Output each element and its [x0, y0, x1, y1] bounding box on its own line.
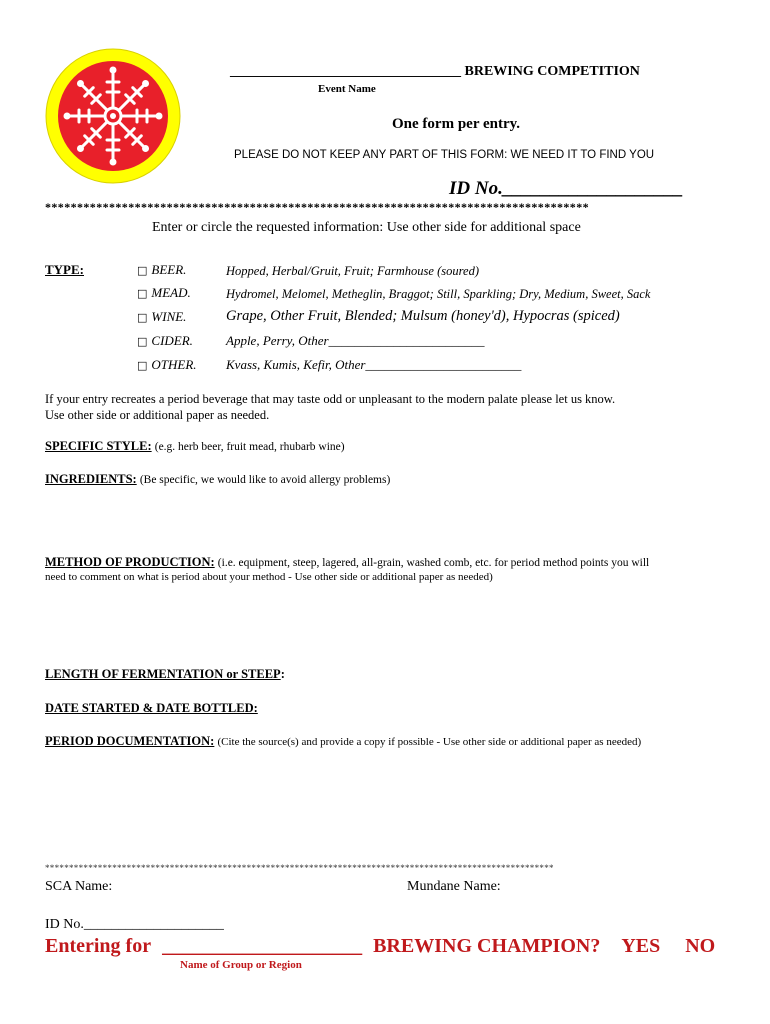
date-field[interactable] [45, 701, 258, 716]
ingredients-label: INGREDIENTS: [45, 472, 137, 486]
method-hint-line2: need to comment on what is period about your method - Use other side or additional paper as needed) [45, 571, 493, 583]
competition-title: _________________________________ BREWING COMPETITION [230, 64, 640, 79]
specific-style-label: SPECIFIC STYLE: [45, 439, 152, 453]
checkbox-icon[interactable]: □ [137, 287, 148, 300]
brewing-champion-label: BREWING CHAMPION? [373, 935, 601, 957]
period-note-line2: Use other side or additional paper as needed. [45, 408, 270, 422]
yes-option[interactable]: YES [621, 935, 661, 957]
length-field[interactable] [45, 667, 285, 682]
footer-separator: ********************************************************************************************************** [45, 863, 554, 873]
period-doc-hint: (Cite the source(s) and provide a copy if possible - Use other side or additional paper as needed) [217, 736, 642, 748]
ingredients-hint: (Be specific, we would like to avoid allergy problems) [139, 474, 391, 486]
type-option-mead[interactable] [137, 285, 191, 301]
method-hint: (i.e. equipment, steep, lagered, all-grain, washed comb, etc. for period method points you will [217, 557, 650, 569]
checkbox-icon[interactable]: □ [137, 335, 148, 348]
type-option-desc: Apple, Perry, Other________________________ [226, 333, 485, 348]
separator-line: ************************************************************************************* [45, 200, 589, 214]
method-label: METHOD OF PRODUCTION: [45, 555, 215, 569]
type-option-wine[interactable] [137, 309, 186, 325]
type-option-desc: Hydromel, Melomel, Metheglin, Braggot; Still, Sparkling; Dry, Medium, Sweet, Sack [226, 287, 651, 301]
type-option-name: MEAD. [151, 285, 191, 300]
date-label: DATE STARTED & DATE BOTTLED: [45, 701, 258, 715]
type-option-name: WINE. [151, 309, 187, 324]
ingredients-field[interactable] [45, 472, 390, 487]
period-documentation-field[interactable] [45, 734, 641, 749]
sca-name-field[interactable]: SCA Name: [45, 879, 113, 894]
footer-id-number-field[interactable]: ID No.____________________ [45, 917, 224, 932]
period-note-line1: If your entry recreates a period beverage that may taste odd or unpleasant to the modern palate please let us know. [45, 392, 616, 406]
length-colon: : [280, 667, 285, 681]
entering-for-label: Entering for [45, 935, 152, 957]
type-option-name: BEER. [151, 262, 187, 277]
instructions: Enter or circle the requested information: Use other side for additional space [152, 220, 581, 235]
type-option-beer[interactable] [137, 262, 186, 278]
type-label: TYPE: [45, 262, 84, 277]
type-option-desc: Hopped, Herbal/Gruit, Fruit; Farmhouse (soured) [226, 264, 479, 278]
length-label: LENGTH OF FERMENTATION or STEEP [45, 667, 281, 681]
type-option-other[interactable] [137, 357, 197, 373]
method-field[interactable] [45, 555, 649, 570]
type-option-name: CIDER. [151, 333, 193, 348]
checkbox-icon[interactable]: □ [137, 359, 148, 372]
one-form-notice: One form per entry. [392, 116, 521, 132]
type-option-cider[interactable] [137, 333, 193, 349]
type-option-name: OTHER. [151, 357, 197, 372]
checkbox-icon[interactable]: □ [137, 311, 148, 324]
type-option-desc: Kvass, Kumis, Kefir, Other________________________ [226, 357, 522, 372]
competition-logo-icon [45, 48, 181, 184]
event-name-label: Event Name [318, 83, 376, 95]
mundane-name-field[interactable]: Mundane Name: [407, 879, 501, 894]
id-number-field[interactable]: ID No.___________________ [449, 178, 684, 199]
group-blank[interactable]: ____________________ [162, 935, 363, 957]
group-region-label: Name of Group or Region [180, 959, 302, 971]
do-not-keep-notice: PLEASE DO NOT KEEP ANY PART OF THIS FORM: WE NEED IT TO FIND YOU [234, 149, 655, 161]
type-option-desc: Grape, Other Fruit, Blended; Mulsum (honey'd), Hypocras (spiced) [226, 308, 620, 324]
entering-for-line [45, 935, 721, 958]
specific-style-field[interactable] [45, 439, 345, 454]
specific-style-hint: (e.g. herb beer, fruit mead, rhubarb wine) [154, 441, 345, 453]
period-doc-label: PERIOD DOCUMENTATION: [45, 734, 215, 748]
no-option[interactable]: NO [685, 935, 716, 957]
checkbox-icon[interactable]: □ [137, 264, 148, 277]
